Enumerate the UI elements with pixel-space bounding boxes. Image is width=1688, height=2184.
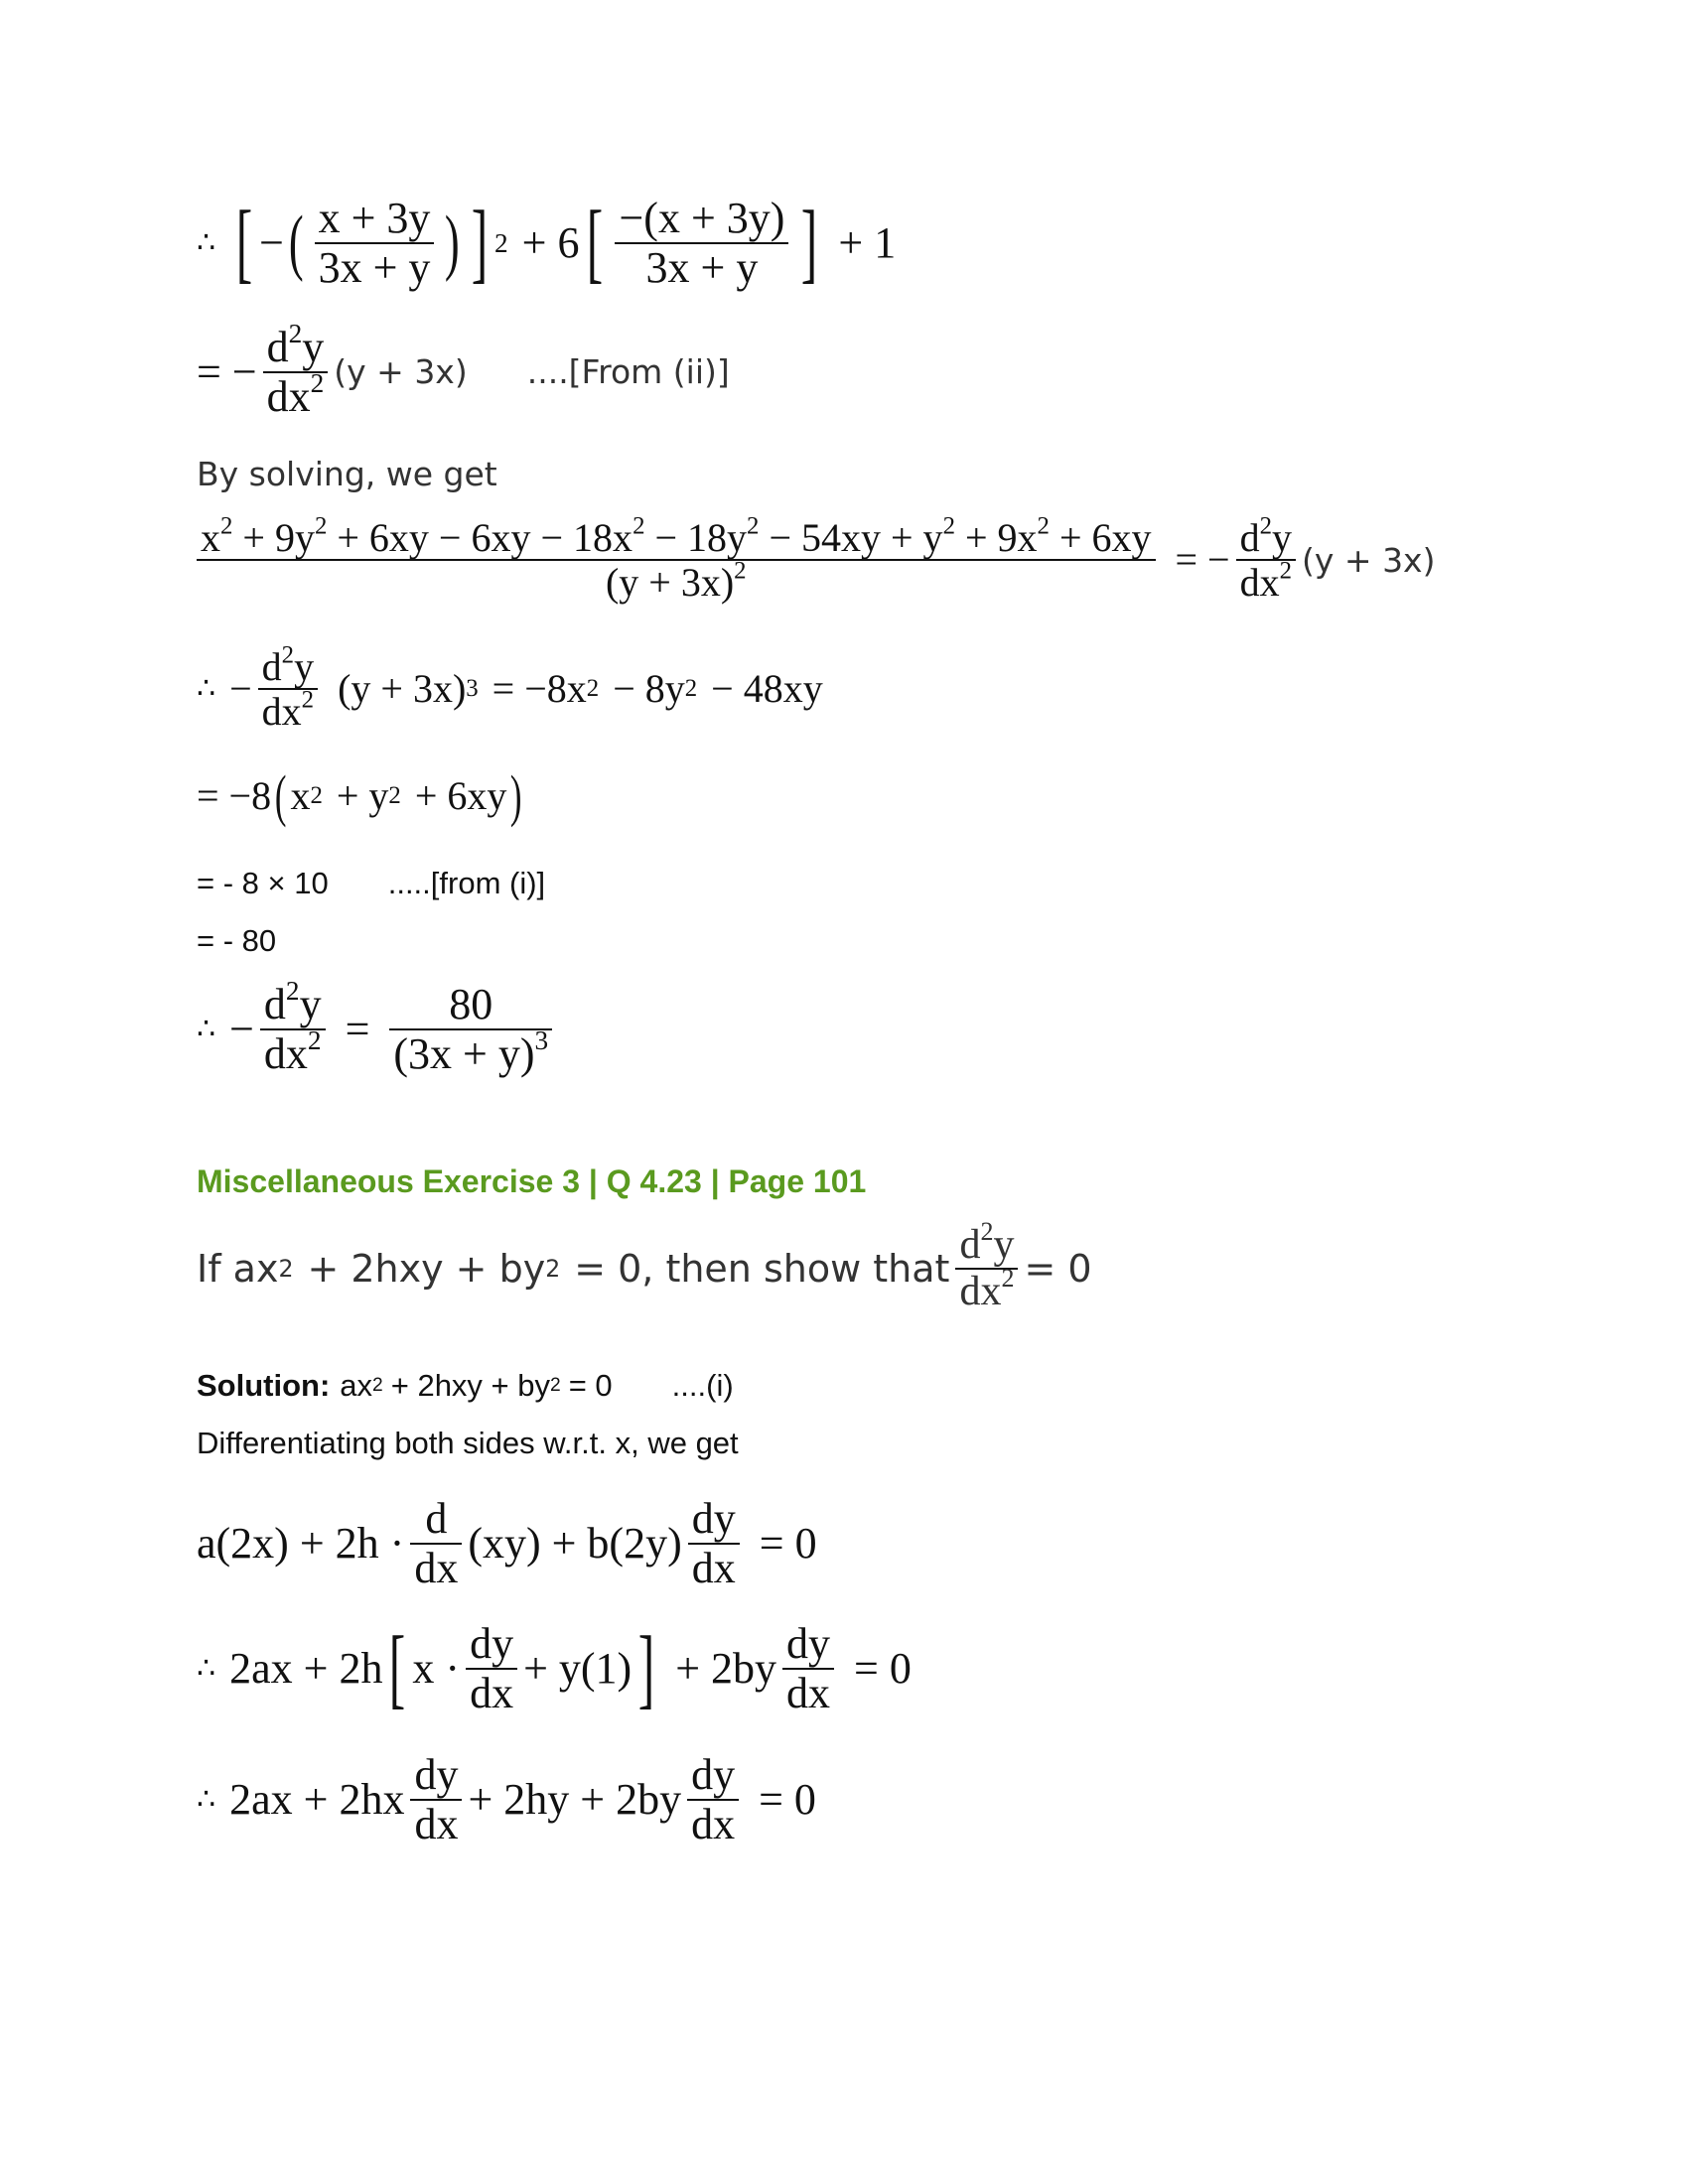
equation-diff-2: ∴ 2ax + 2h [ x · $\frac{dy}{dx}$ + y(1) ] + 2by $\frac{dy}{dx}$ = 0 (197, 1619, 912, 1718)
equation-line-4: $x^2 + 9y^2 + 6xy - 6xy - 18x^2 - 18y^2 - 54xy + y^2 + 9x^2 + 6xy$ $(y + 3x)^2$ = − $\frac{d^2y}{dx^2}$ (y + 3x) (197, 516, 1435, 604)
equation-diff-1: a(2x) + 2h · $\frac{d}{dx}$ (xy) + b(2y) $\frac{dy}{dx}$ = 0 (197, 1494, 817, 1592)
fraction: $\frac{x + 3y}{3x + y}$ (315, 195, 435, 291)
fraction: $\frac{dy}{dx}$ (688, 1495, 740, 1591)
fraction: $x^2 + 9y^2 + 6xy - 6xy - 18x^2 - 18y^2 - 54xy + y^2 + 9x^2 + 6xy$ $(y + 3x)^2$ (197, 516, 1156, 604)
text-line-8: = - 80 (197, 923, 277, 958)
solution-line: Solution: ax 2 + 2hxy + by 2 = 0 ....(i) (197, 1368, 734, 1403)
equation-line-2: = − $\frac{d^2y}{dx^2}$ (y + 3x) ....[From (ii)] (197, 318, 730, 421)
fraction: $\frac{d}{dx}$ (410, 1495, 462, 1591)
equation-line-6: = −8 ( x 2 + y 2 + 6xy ) (197, 763, 522, 828)
equation-line-1: ∴ [ − ( $\frac{x + 3y}{3x + y}$ ) ] 2 + 6 [ $\frac{-(x + 3y)}{3x + y}$ ] + 1 (197, 194, 897, 293)
therefore-symbol: ∴ (197, 224, 216, 260)
fraction: $\frac{-(x + 3y)}{3x + y}$ (615, 195, 788, 291)
exercise-heading: Miscellaneous Exercise 3 | Q 4.23 | Page 101 (197, 1163, 867, 1199)
fraction: $\frac{dy}{dx}$ (466, 1620, 517, 1716)
fraction: $\frac{d^2y}{dx^2}$ (258, 645, 318, 733)
fraction: $\frac{80}{(3x + y)^3}$ (389, 981, 552, 1077)
fraction: $\frac{dy}{dx}$ (410, 1751, 462, 1847)
fraction: $\frac{dy}{dx}$ (687, 1751, 739, 1847)
fraction: $\frac{dy}{dx}$ (782, 1620, 834, 1716)
fraction: $\frac{d^2y}{dx^2}$ (955, 1223, 1018, 1315)
fraction: $\frac{d^2y}{dx^2}$ (263, 324, 329, 420)
equation-line-5: ∴ − $\frac{d^2y}{dx^2}$ (y + 3x) 3 = −8x 2 − 8y 2 − 48xy (197, 641, 823, 735)
equation-diff-3: ∴ 2ax + 2hx $\frac{dy}{dx}$ + 2hy + 2by $\frac{dy}{dx}$ = 0 (197, 1750, 816, 1848)
equation-line-9: ∴ − $\frac{d^2y}{dx^2}$ = $\frac{80}{(3x + y)^3}$ (197, 981, 558, 1077)
text-by-solving: By solving, we get (197, 455, 497, 493)
differentiating-text: Differentiating both sides w.r.t. x, we get (197, 1426, 739, 1460)
text-line-7: = - 8 × 10 .....[from (i)] (197, 866, 546, 900)
fraction: $\frac{d^2y}{dx^2}$ (1236, 516, 1296, 604)
question-text: If ax 2 + 2hxy + by 2 = 0, then show that $\frac{d^2y}{dx^2}$ = 0 (197, 1216, 1092, 1315)
solution-label: Solution: (197, 1368, 331, 1403)
fraction: $\frac{d^2y}{dx^2}$ (260, 981, 326, 1077)
